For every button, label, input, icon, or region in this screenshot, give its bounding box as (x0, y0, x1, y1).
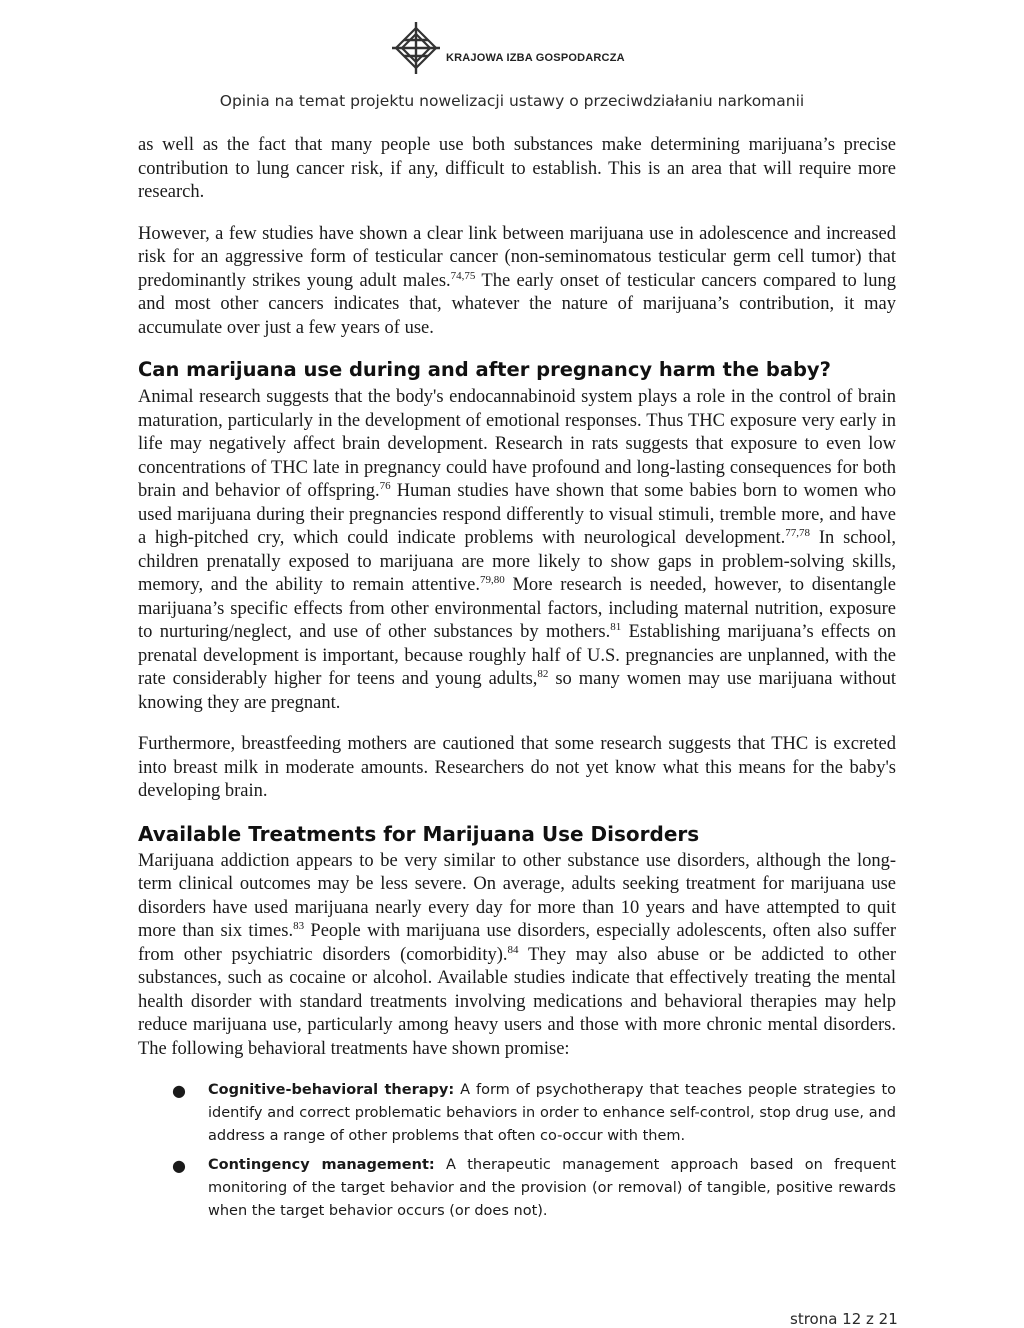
paragraph-treatments (138, 850, 896, 1062)
heading-pregnancy: Can marijuana use during and after pregnancy harm the baby? (138, 358, 831, 381)
footnote-ref: 76 (379, 480, 391, 492)
text-run: In school, children prenatally exposed to marijuana are more likely to show gaps in problem-solving skills, memory, and the ability to remain attentive. (138, 528, 896, 595)
text-run: More research is needed, however, to disentangle marijuana’s specific effects from other environmental factors, including maternal nutrition, exposure to nurturing/neglect, and use of other substances by mothers. (138, 575, 896, 642)
term-description: A form of psychotherapy that teaches people strategies to identify and correct problematic behaviors in order to enhance self-control, stop drug use, and address a range of other problems that often co-occur with them. (208, 1082, 897, 1144)
text-run: Marijuana addiction appears to be very similar to other substance use disorders, although the long-term clinical outcomes may be less severe. On average, adults seeking treatment for marijuana use disorders have used marijuana nearly every day for more than 10 years and have attempted to quit more than six times. (138, 850, 896, 941)
heading-treatments: Available Treatments for Marijuana Use Disorders (138, 821, 700, 846)
footnote-ref: 79,80 (480, 574, 505, 586)
bullet-icon: ● (172, 1156, 186, 1175)
text-run: People with marijuana use disorders, especially adolescents, often also suffer from other psychiatric disorders (comorbidity). (138, 921, 896, 965)
term-label: Contingency management: (208, 1157, 435, 1173)
paragraph-lung-cancer: as well as the fact that many people use both substances make determining marijuana’s precise contribution to lung cancer risk, if any, difficult to establish. This is an area that will require more research. (138, 135, 896, 202)
footnote-ref: 77,78 (785, 527, 811, 539)
footnote-ref: 81 (610, 621, 622, 633)
footnote-ref: 83 (293, 920, 305, 932)
text-run: They may also abuse or be addicted to other substances, such as cocaine or alcohol. Available studies indicate that effectively treating the mental health disorder with standard treatments involving medications and behavioral therapies may help reduce marijuana use, particularly among heavy users and those with more chronic mental disorders. The following behavioral treatments have shown promise: (138, 944, 896, 1059)
term-label: Cognitive-behavioral therapy: (208, 1082, 455, 1098)
text-run: The early onset of testicular cancers compared to lung and most other cancers indicates that, whatever the nature of marijuana’s contribution, it may accumulate over just a few years of use. (138, 270, 896, 338)
document-subtitle: Opinia na temat projektu nowelizacji ustawy o przeciwdziałaniu narkomanii (219, 92, 805, 110)
list-item (172, 1154, 896, 1223)
paragraph-testicular-cancer (138, 223, 896, 341)
footnote-ref: 74,75 (450, 269, 476, 282)
kig-logo (388, 22, 708, 74)
paragraph-pregnancy (138, 386, 896, 715)
org-name: KRAJOWA IZBA GOSPODARCZA (446, 52, 625, 64)
treatment-list (138, 1079, 896, 1223)
page-number: strona 12 z 21 (790, 1310, 898, 1328)
text-run: However, a few studies have shown a clear link between marijuana use in adolescence and increased risk for an aggressive form of testicular cancer (non-seminomatous testicular germ cell tumor) that predominantly strikes young adult males. (138, 223, 896, 291)
list-item (172, 1079, 897, 1148)
text-run: Establishing marijuana’s effects on prenatal development is important, because roughly half of U.S. pregnancies are unplanned, with the rate considerably higher for teens and young adults, (138, 622, 897, 689)
page-content (138, 134, 896, 1229)
bullet-icon: ● (172, 1081, 186, 1100)
term-description: A therapeutic management approach based on frequent monitoring of the target behavior and the provision (or removal) of tangible, positive rewards when the target behavior occurs (or does not). (208, 1157, 896, 1219)
paragraph-breastfeeding: Furthermore, breastfeeding mothers are cautioned that some research suggests that THC is excreted into breast milk in moderate amounts. Researchers do not yet know what this means for the baby's developing brain. (138, 734, 896, 801)
kig-emblem-icon (388, 22, 444, 74)
footnote-ref: 82 (537, 668, 549, 680)
text-run: Human studies have shown that some babies born to women who used marijuana during their pregnancies respond differently to visual stimuli, tremble more, and have a high-pitched cry, which could indicate problems with neurological development. (138, 481, 896, 548)
text-run: Animal research suggests that the body's endocannabinoid system plays a role in the control of brain maturation, particularly in the development of emotional responses. Thus THC exposure very early in life may negatively affect brain development. Research in rats suggests that exposure to even low concentrations of THC late in pregnancy could have profound and long-lasting consequences for both brain and behavior of offspring. (138, 387, 896, 501)
text-run: so many women may use marijuana without knowing they are pregnant. (138, 669, 896, 713)
footnote-ref: 84 (507, 943, 519, 956)
